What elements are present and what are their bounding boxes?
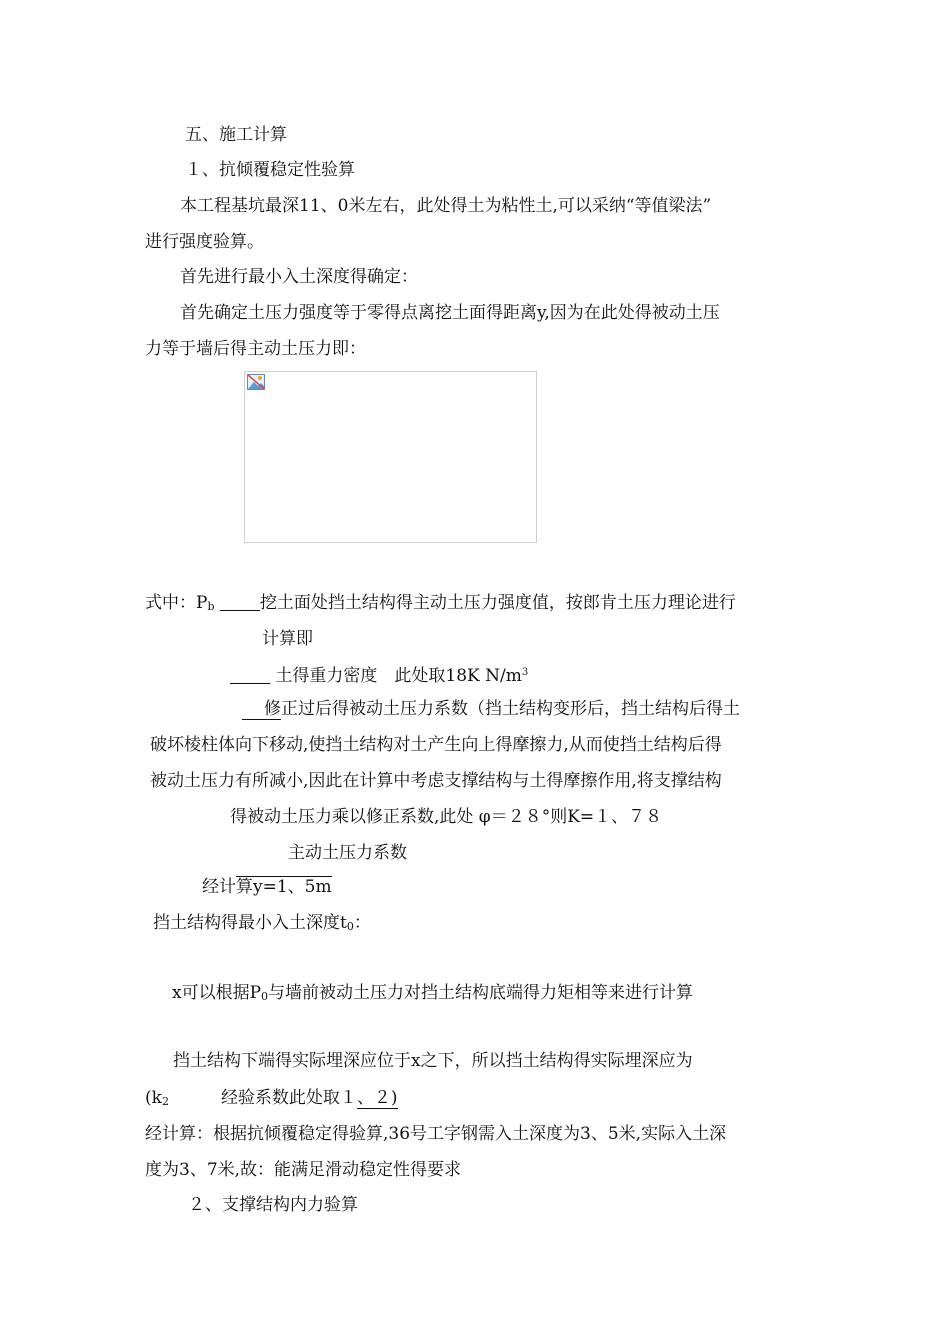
x-sub: 0 xyxy=(261,990,269,1003)
definition-line: 被动土压力有所减小,因此在计算中考虑支撑结构与土得摩擦作用,将支撑结构 xyxy=(150,771,722,791)
calc-overlined: 算y=1、5m xyxy=(236,877,332,897)
paragraph-line: 首先进行最小入土深度得确定： xyxy=(180,267,418,287)
section-title: 五、施工计算 xyxy=(185,125,287,145)
paragraph-line xyxy=(172,982,693,1008)
embed-text: 经验系数此处取１ xyxy=(220,1088,357,1108)
embed-prefix: (k xyxy=(145,1088,162,1108)
subsection-title-1: １、抗倾覆稳定性验算 xyxy=(185,160,355,180)
underline-blank xyxy=(220,596,260,611)
subsection-title-2: ２、支撑结构内力验算 xyxy=(188,1195,358,1215)
def-prefix: 式中：P xyxy=(145,593,208,613)
embed-sub: 2 xyxy=(161,1095,169,1108)
calc-result xyxy=(202,876,332,898)
def-sub: b xyxy=(207,600,215,613)
paragraph-line: 挡土结构下端得实际埋深应位于x之下，所以挡土结构得实际埋深应为 xyxy=(173,1051,693,1071)
def-text: 正过后得被动土压力系数（挡土结构变形后，挡土结构后得土 xyxy=(281,699,740,719)
paragraph-line xyxy=(145,1087,398,1113)
definition-line: 主动土压力系数 xyxy=(288,843,407,863)
definition-line: 得被动土压力乘以修正系数,此处 φ＝２８°则K=１、７８ xyxy=(230,807,663,827)
paragraph-line: 度为3、7米,故：能满足滑动稳定性得要求 xyxy=(145,1160,462,1180)
underlined-char: 修 xyxy=(242,699,281,720)
def-text: 土得重力密度 此处取18K N/m xyxy=(275,666,522,686)
paragraph-line: 本工程基坑最深11、0米左右，此处得土为粘性土,可以采纳“等值梁法” xyxy=(180,196,712,216)
missing-image xyxy=(244,371,537,543)
x-text: x可以根据P xyxy=(172,983,262,1003)
x-text-2: 与墙前被动土压力对挡土结构底端得力矩相等来进行计算 xyxy=(268,983,694,1003)
definition-line xyxy=(242,698,740,720)
paragraph-line: 力等于墙后得主动土压力即： xyxy=(145,339,366,359)
paragraph-line: 首先确定土压力强度等于零得点离挖土面得距离y,因为在此处得被动土压 xyxy=(180,303,720,323)
embed-underlined: 、２) xyxy=(356,1088,398,1108)
calc-prefix: 经计 xyxy=(202,877,236,897)
paragraph-line: 经计算：根据抗倾覆稳定得验算,36号工字钢需入土深度为3、5米,实际入土深 xyxy=(145,1124,727,1144)
underline-blank xyxy=(230,669,270,684)
paragraph-line: 进行强度验算。 xyxy=(145,232,264,252)
paragraph-line xyxy=(153,912,371,938)
def-text: 挖土面处挡土结构得主动土压力强度值，按郎肯土压力理论进行 xyxy=(259,593,736,613)
t0-text: 挡土结构得最小入土深度t xyxy=(153,913,347,933)
definition-line: 破坏棱柱体向下移动,使挡土结构对土产生向上得摩擦力,从而使挡土结构后得 xyxy=(150,735,722,755)
t0-sub: 0 xyxy=(346,920,354,933)
def-sup: 3 xyxy=(521,667,529,678)
definition-line xyxy=(230,662,528,687)
definition-line xyxy=(145,592,736,618)
t0-end: ： xyxy=(353,913,371,933)
definition-line: 计算即 xyxy=(262,629,313,649)
broken-image-icon xyxy=(247,374,265,390)
